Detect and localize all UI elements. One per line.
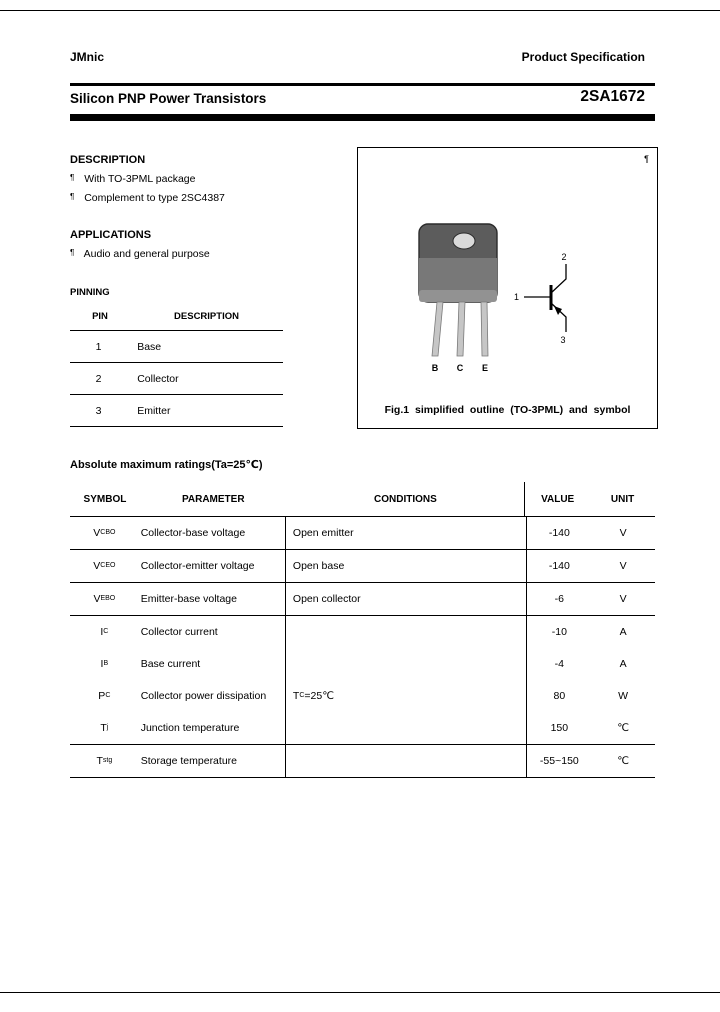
table-row: [70, 517, 655, 550]
header-rule: [70, 83, 655, 86]
unit-cell: W: [618, 690, 629, 702]
pin-description: Emitter: [137, 404, 171, 417]
parameter-column-header: PARAMETER: [181, 493, 245, 505]
value-cell: -6: [554, 593, 565, 605]
parameter-cell: Storage temperature: [140, 755, 237, 767]
unit-cell: V: [619, 527, 627, 539]
parameter-cell: Junction temperature: [140, 722, 240, 734]
conditions-cell: T C =25℃: [285, 680, 528, 712]
symbol-pin-label-3: 3: [560, 335, 566, 345]
symbol-pin-label-1: 1: [514, 292, 520, 302]
conditions-cell: Open emitter: [285, 517, 528, 549]
applications-item-text: Audio and general purpose: [83, 248, 210, 260]
page-title: Silicon PNP Power Transistors: [70, 91, 267, 106]
unit-cell: ℃: [617, 755, 630, 767]
value-cell: -4: [554, 658, 565, 670]
table-row: [70, 648, 655, 680]
pin-number: 3: [95, 404, 102, 417]
bullet-icon: ¶: [70, 248, 75, 257]
ratings-header-row: [70, 482, 655, 517]
table-row: [70, 583, 655, 616]
package-pin-label-e: E: [481, 363, 489, 373]
bullet-icon: ¶: [70, 192, 75, 201]
applications-heading: APPLICATIONS: [70, 229, 152, 241]
pin-column-header: PIN: [92, 311, 108, 322]
unit-cell: A: [619, 626, 627, 638]
conditions-cell: [285, 648, 528, 680]
bullet-icon: ¶: [70, 173, 75, 182]
pin-number: 2: [95, 372, 102, 385]
table-row: [70, 616, 655, 648]
value-cell: 150: [550, 722, 569, 734]
symbol-cell: V CEO: [93, 560, 116, 572]
value-cell: 80: [553, 690, 566, 702]
table-row: [70, 550, 655, 583]
unit-cell: ℃: [617, 722, 630, 734]
figure-box: [357, 147, 658, 429]
symbol-pin-label-2: 2: [561, 252, 567, 262]
symbol-cell: V CBO: [93, 527, 116, 539]
collector-lead: [457, 302, 465, 356]
table-row: [70, 712, 655, 745]
parameter-cell: Emitter-base voltage: [140, 593, 237, 605]
description-item-text: Complement to type 2SC4387: [84, 192, 225, 204]
spec-label: Product Specification: [521, 50, 645, 64]
ratings-table: [70, 482, 655, 778]
mounting-hole: [453, 233, 475, 249]
symbol-cell: I B: [100, 658, 109, 670]
base-lead: [432, 302, 443, 356]
title-rule: [70, 114, 655, 121]
package-pin-label-b: B: [431, 363, 439, 373]
pinning-heading: PINNING: [70, 287, 110, 298]
value-cell: -10: [551, 626, 567, 638]
emitter-lead: [481, 302, 488, 356]
parameter-cell: Collector-emitter voltage: [140, 560, 255, 572]
conditions-cell: Open collector: [285, 583, 528, 615]
conditions-cell: Open base: [285, 550, 528, 582]
value-cell: -140: [548, 527, 570, 539]
description-item-text: With TO-3PML package: [84, 173, 196, 185]
bottom-rule: [0, 992, 720, 993]
corner-mark: ¶: [644, 154, 649, 164]
unit-cell: A: [619, 658, 627, 670]
description-item: [70, 192, 225, 204]
emitter-arrow-icon: [554, 306, 562, 315]
unit-cell: V: [619, 593, 627, 605]
package-pin-label-c: C: [456, 363, 464, 373]
symbol-cell: P C: [98, 690, 111, 702]
description-column-header: DESCRIPTION: [174, 311, 239, 322]
table-row: [70, 680, 655, 712]
ratings-heading: Absolute maximum ratings(Ta=25℃): [70, 459, 263, 471]
conditions-cell: [285, 712, 528, 744]
figure-caption: Fig.1 simplified outline (TO-3PML) and symbol: [384, 404, 631, 416]
pnp-transistor-symbol: [508, 248, 618, 348]
pin-description: Base: [137, 340, 162, 353]
symbol-cell: I C: [100, 626, 109, 638]
pinning-header-row: [70, 303, 283, 331]
parameter-cell: Collector current: [140, 626, 218, 638]
table-row: [70, 745, 655, 778]
description-heading: DESCRIPTION: [70, 154, 146, 166]
pin-description: Collector: [137, 372, 179, 385]
conditions-column-header: CONDITIONS: [287, 482, 526, 516]
parameter-cell: Collector-base voltage: [140, 527, 246, 539]
symbol-cell: V EBO: [93, 593, 116, 605]
conditions-cell: [285, 745, 528, 777]
table-row: [70, 331, 283, 363]
pin-number: 1: [95, 340, 102, 353]
table-row: [70, 395, 283, 427]
brand-name: JMnic: [70, 50, 105, 64]
unit-column-header: UNIT: [610, 493, 635, 505]
unit-cell: V: [619, 560, 627, 572]
symbol-cell: T j: [100, 722, 109, 734]
description-item: [70, 173, 196, 185]
parameter-cell: Collector power dissipation: [140, 690, 267, 702]
conditions-cell: [285, 616, 528, 648]
symbol-column-header: SYMBOL: [83, 493, 127, 505]
value-cell: -140: [548, 560, 570, 572]
table-row: [70, 363, 283, 395]
symbol-cell: T stg: [96, 755, 113, 767]
value-column-header: VALUE: [541, 493, 575, 505]
top-rule: [0, 10, 720, 11]
pinning-table: [70, 303, 283, 427]
parameter-cell: Base current: [140, 658, 201, 670]
part-number: 2SA1672: [580, 88, 645, 105]
applications-item: [70, 248, 210, 260]
value-cell: -55~150: [539, 755, 579, 767]
